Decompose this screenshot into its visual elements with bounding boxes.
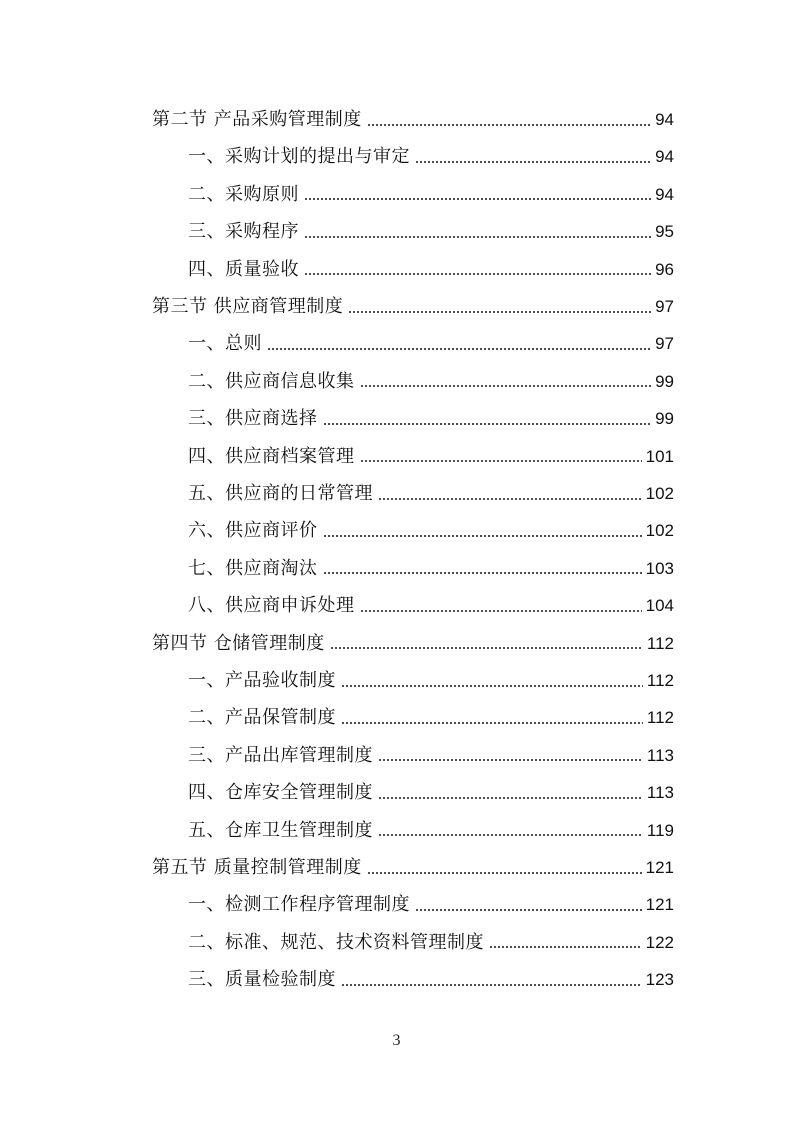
toc-dot-leader bbox=[323, 572, 642, 574]
toc-section-entry[interactable] bbox=[152, 849, 674, 886]
toc-entry-page-number: 112 bbox=[646, 708, 674, 728]
toc-dot-leader bbox=[415, 161, 651, 163]
toc-dot-leader bbox=[304, 198, 651, 200]
toc-entry-title: 三、产品出库管理制度 bbox=[188, 744, 373, 766]
toc-entry-title: 八、供应商申诉处理 bbox=[188, 595, 355, 617]
toc-dot-leader bbox=[360, 460, 642, 462]
toc-dot-leader bbox=[330, 647, 643, 649]
toc-subsection-entry[interactable] bbox=[188, 176, 674, 213]
toc-entry-title: 一、采购计划的提出与审定 bbox=[188, 146, 410, 168]
toc-entry-page-number: 102 bbox=[645, 484, 674, 503]
toc-entry-page-number: 99 bbox=[655, 371, 674, 391]
page-number: 3 bbox=[392, 1032, 401, 1049]
toc-entry-page-number: 95 bbox=[655, 222, 674, 242]
toc-entry-title: 四、供应商档案管理 bbox=[188, 445, 355, 467]
toc-dot-leader bbox=[367, 872, 642, 874]
toc-subsection-entry[interactable] bbox=[188, 475, 674, 512]
toc-dot-leader bbox=[378, 759, 643, 761]
toc-dot-leader bbox=[360, 385, 652, 387]
toc-subsection-entry[interactable] bbox=[188, 550, 674, 587]
toc-entry-page-number: 94 bbox=[655, 147, 674, 167]
toc-section-entry[interactable] bbox=[152, 625, 674, 662]
toc-subsection-entry[interactable] bbox=[188, 512, 674, 549]
toc-entry-title: 一、检测工作程序管理制度 bbox=[188, 894, 410, 916]
toc-dot-leader bbox=[323, 535, 642, 537]
toc-entry-page-number: 122 bbox=[645, 932, 674, 952]
toc-subsection-entry[interactable] bbox=[188, 325, 674, 362]
toc-entry-title: 第三节 供应商管理制度 bbox=[152, 296, 344, 317]
toc-subsection-entry[interactable] bbox=[188, 400, 674, 437]
toc-entry-title: 二、产品保管制度 bbox=[188, 707, 336, 729]
toc-entry-page-number: 96 bbox=[655, 259, 674, 279]
toc-dot-leader bbox=[415, 909, 642, 911]
toc-subsection-entry[interactable] bbox=[188, 961, 674, 998]
toc-entry-page-number: 123 bbox=[645, 970, 674, 990]
toc-entry-title: 第二节 产品采购管理制度 bbox=[152, 109, 362, 130]
toc-subsection-entry[interactable] bbox=[188, 213, 674, 250]
toc-entry-title: 三、供应商选择 bbox=[188, 408, 318, 430]
toc-entry-page-number: 94 bbox=[655, 184, 674, 204]
toc-entry-title: 一、产品验收制度 bbox=[188, 670, 336, 691]
toc-dot-leader bbox=[378, 498, 642, 500]
toc-entry-page-number: 113 bbox=[646, 745, 674, 765]
toc-entry-page-number: 101 bbox=[645, 446, 674, 466]
toc-entry-page-number: 113 bbox=[646, 783, 674, 803]
toc-dot-leader bbox=[348, 311, 651, 313]
toc-dot-leader bbox=[341, 722, 643, 724]
toc-entry-title: 四、质量验收 bbox=[188, 258, 299, 280]
toc-entry-title: 第五节 质量控制管理制度 bbox=[152, 857, 362, 878]
toc-entry-title: 六、供应商评价 bbox=[188, 520, 318, 542]
toc-entry-page-number: 94 bbox=[655, 110, 674, 129]
toc-entry-title: 四、仓库安全管理制度 bbox=[188, 782, 373, 804]
toc-dot-leader bbox=[367, 124, 651, 126]
toc-entry-title: 三、质量检验制度 bbox=[188, 969, 336, 991]
toc-dot-leader bbox=[360, 610, 642, 612]
toc-section-entry[interactable] bbox=[152, 288, 674, 325]
toc-subsection-entry[interactable] bbox=[188, 699, 674, 736]
toc-subsection-entry[interactable] bbox=[188, 737, 674, 774]
toc-subsection-entry[interactable] bbox=[188, 662, 674, 699]
toc-section-entry[interactable] bbox=[152, 101, 674, 138]
toc-dot-leader bbox=[304, 273, 651, 275]
toc-dot-leader bbox=[378, 834, 643, 836]
toc-entry-title: 二、供应商信息收集 bbox=[188, 370, 355, 392]
toc-entry-page-number: 121 bbox=[645, 895, 674, 915]
toc-entry-page-number: 112 bbox=[646, 671, 674, 690]
toc-entry-title: 二、采购原则 bbox=[188, 183, 299, 205]
toc-subsection-entry[interactable] bbox=[188, 587, 674, 624]
toc-dot-leader bbox=[489, 946, 642, 948]
toc-entry-page-number: 102 bbox=[645, 521, 674, 541]
toc-entry-page-number: 103 bbox=[645, 558, 674, 578]
toc-entry-title: 二、标准、规范、技术资料管理制度 bbox=[188, 931, 484, 953]
toc-entry-page-number: 119 bbox=[646, 820, 674, 840]
toc-entry-title: 五、仓库卫生管理制度 bbox=[188, 819, 373, 841]
toc-subsection-entry[interactable] bbox=[188, 886, 674, 923]
toc-entry-page-number: 99 bbox=[655, 409, 674, 429]
toc-dot-leader bbox=[341, 685, 643, 687]
toc-dot-leader bbox=[304, 236, 651, 238]
toc-subsection-entry[interactable] bbox=[188, 138, 674, 175]
toc-dot-leader bbox=[378, 797, 643, 799]
toc-subsection-entry[interactable] bbox=[188, 774, 674, 811]
toc-entry-title: 七、供应商淘汰 bbox=[188, 557, 318, 579]
toc-subsection-entry[interactable] bbox=[188, 251, 674, 288]
toc-entry-page-number: 97 bbox=[655, 334, 674, 354]
toc-entry-title: 一、总则 bbox=[188, 333, 262, 355]
toc-subsection-entry[interactable] bbox=[188, 438, 674, 475]
toc-entry-page-number: 121 bbox=[645, 858, 674, 877]
toc-entry-title: 三、采购程序 bbox=[188, 221, 299, 243]
toc-dot-leader bbox=[341, 984, 642, 986]
toc-subsection-entry[interactable] bbox=[188, 924, 674, 961]
toc-entry-page-number: 97 bbox=[655, 297, 674, 316]
toc-dot-leader bbox=[323, 423, 652, 425]
toc-entry-page-number: 104 bbox=[645, 596, 674, 616]
toc-entry-title: 第四节 仓储管理制度 bbox=[152, 632, 325, 654]
toc-dot-leader bbox=[267, 348, 651, 350]
toc-subsection-entry[interactable] bbox=[188, 363, 674, 400]
toc-entry-title: 五、供应商的日常管理 bbox=[188, 483, 373, 504]
toc-subsection-entry[interactable] bbox=[188, 812, 674, 849]
toc-entry-page-number: 112 bbox=[646, 633, 674, 653]
